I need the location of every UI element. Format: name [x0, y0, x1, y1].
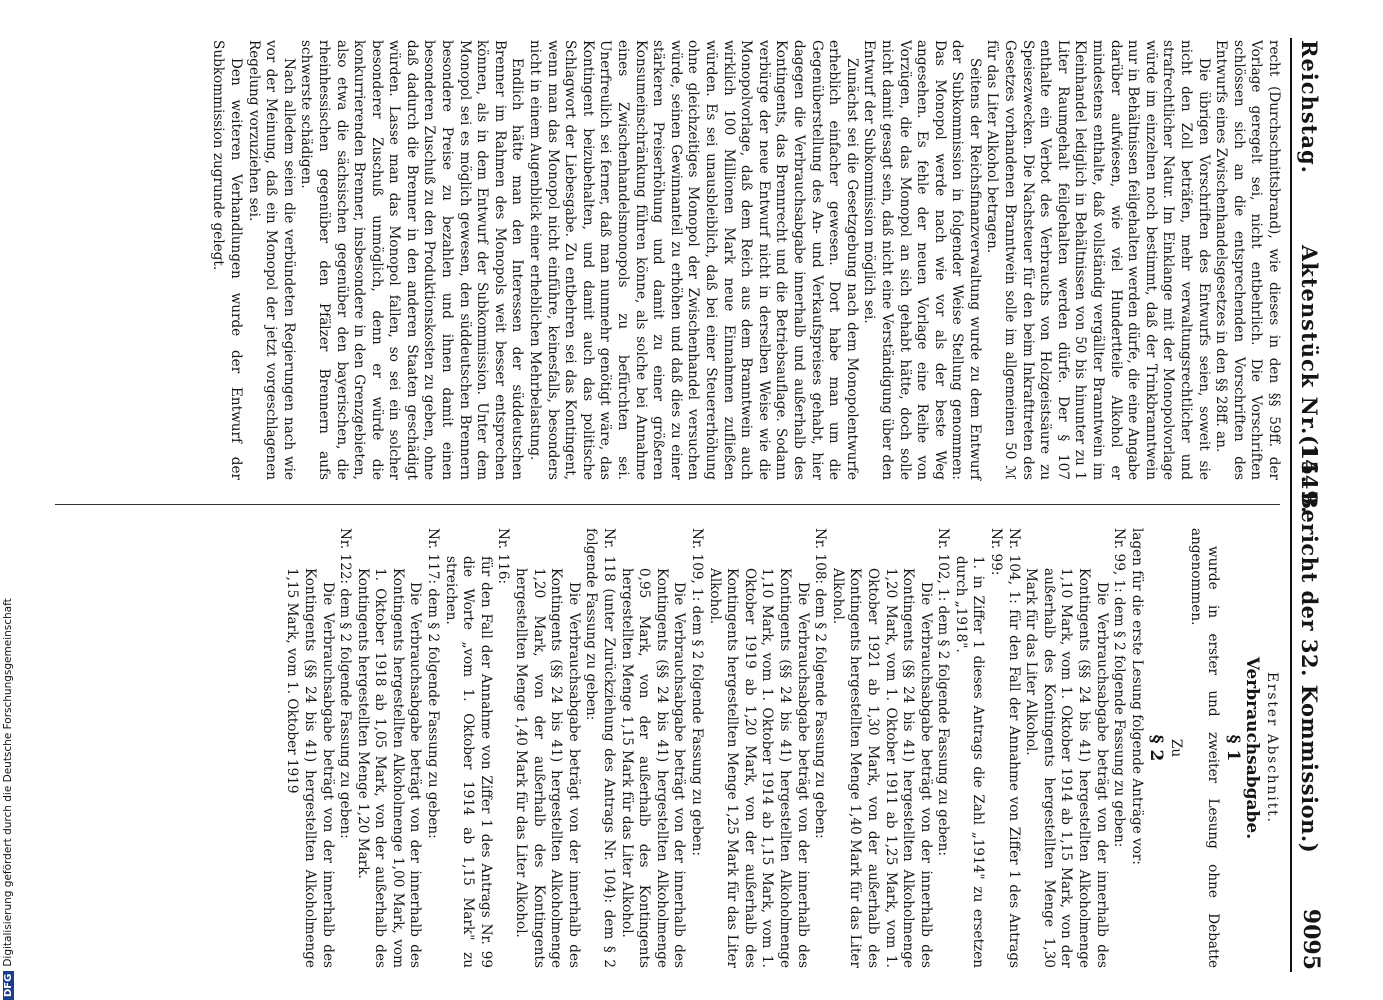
motion-label: Nr. 102, 1: dem § 2 folgende Fassung zu geben:	[935, 528, 952, 857]
paragraph-mark-2: § 2	[1146, 734, 1167, 762]
header-rule	[1290, 38, 1292, 972]
section-title: Erster Abschnitt.	[1264, 672, 1280, 824]
motion-label: Nr. 99, 1: dem § 2 folgende Fassung zu geben:	[1111, 528, 1128, 848]
motion-label: Nr. 117: dem § 2 folgende Fassung zu geben:	[425, 528, 442, 839]
motion-label: Nr. 116:	[495, 528, 512, 585]
motion-text: Die Verbrauchsabgabe beträgt von der innerhalb des Kontingents (§§ 24 bis 41) hergestellten Alkoholmenge 1,20 Mark, vom 1. Oktober 1911 ab 1,25 Mark, vom 1. Oktober 1921 ab 1,30 Mark, von der außerhalb des Kontingents hergestellten Menge 1,40 Mark für das Liter Alkohol.	[829, 568, 934, 968]
paragraph: recht (Durchschnittsbrand), wie dieses in den §§ 59ff. der Vorlage geregelt sei, nicht entbehrlich. Die Vorschriften schlössen sich an die entsprechenden Vorschriften des Entwurfs eines Zwischenhandelsgesetzes in den §§ 28ff. an.	[1213, 40, 1282, 480]
page-number: 9095	[1298, 908, 1324, 970]
paragraph: Endlich hätte man den Interessen der süddeutschen Brenner im Rahmen des Monopols weit besser entsprechen können, als in dem Entwurf der Subkommission. Unter dem Monopol sei es möglich gewesen, den süddeutschen Brennern besondere Preise zu bezahlen und ihnen damit einen besonderen Zuschuß zu den Produktionskosten zu geben, ohne daß dadurch die Brenner in den anderen Staaten geschädigt würden. Lasse man das Monopol fallen, so sei ein solcher besonderer Zuschuß unmöglich, denn er würde die konkurrierenden Brenner, insbesondere in den Grenzgebieten, also etwa die sächsischen gegenüber den bayerischen, die rheinhessischen gegenüber den Pfälzer Brennern aufs schwerste schädigen.	[298, 40, 526, 480]
zu-label: Zu	[1168, 738, 1185, 758]
dfg-logo: DFG	[3, 971, 14, 1000]
digitization-credit	[2, 0, 22, 1000]
section-subtitle: Verbrauchsabgabe.	[1242, 656, 1263, 840]
motion-label: Nr. 122: dem § 2 folgende Fassung zu geben:	[337, 528, 354, 839]
paragraph: wurde in erster und zweiter Lesung ohne Debatte angenommen.	[1187, 528, 1222, 968]
motion-text: Die Verbrauchsabgabe beträgt von der innerhalb des Kontingents (§§ 24 bis 41) hergestellten Alkoholmenge 1,10 Mark, vom 1. Oktober 1914 ab 1,15 Mark, von der außerhalb des Kontingents hergestellten Menge 1,30 Mark für das Liter Alkohol.	[1023, 568, 1110, 968]
paragraph-mark-1: § 1	[1222, 734, 1243, 762]
header-reichstag: Reichstag.	[1297, 40, 1322, 174]
motion-text: Die Verbrauchsabgabe beträgt von der innerhalb des Kontingents hergestellten Alkoholmenge 1,00 Mark, vom 1. Oktober 1918 ab 1,05 Mark, von der außerhalb des Kontingents hergestellten Menge 1,20 Mark.	[354, 568, 424, 968]
motion-text: Die Verbrauchsabgabe beträgt von der innerhalb des Kontingents (§§ 24 bis 41) hergestellten Alkoholmenge 0,95 Mark, von der außerhalb des Kontingents hergestellten Menge 1,15 Mark für das Liter Alkohol.	[618, 568, 688, 968]
motion-text: Die Verbrauchsabgabe beträgt von der innerhalb des Kontingents (§§ 24 bis 41) hergestellten Alkoholmenge 1,15 Mark, vom 1. Oktober 1919	[284, 568, 336, 968]
motion-text: für den Fall der Annahme von Ziffer 1 des Antrags Nr. 99 die Worte „vom 1. Oktober 1914 ab 1,15 Mark" zu streichen.	[442, 556, 494, 968]
paragraph: Die übrigen Vorschriften des Entwurfs seien, soweit sie nicht den Zoll beträfen, mehr verwaltungsrechtlicher und strafrechtlicher Natur. Im Einklange mit der Monopolvorlage würde im einzelnen noch bestimmt, daß der Trinkbranntwein nur in Behältnissen feilgehalten werden dürfe, die eine Angabe darüber aufwiesen, wie viel Hundertteile Alkohol er mindestens enthalte, daß vollständig vergällter Branntwein im Kleinhandel lediglich in Behältnissen von 50 bis hinunter zu 1 Liter Raumgehalt feilgehalten werden dürfe. Der § 107 enthalte ein Verbot des Verbrauchs von Holzgeistsäure zu Speisezwecken. Die Nachsteuer für den beim Inkrafttreten des Gesetzes vorhandenen Branntwein solle im allgemeinen 50 ℳ für das Liter Alkohol betragen.	[984, 40, 1212, 480]
motion-label: Nr. 108: dem § 2 folgende Fassung zu geben:	[812, 528, 829, 839]
paragraph: Nach alledem seien die verbündeten Regierungen nach wie vor der Meinung, daß ein Monopol der jetzt vorgeschlagenen Regelung vorzuziehen sei.	[245, 40, 297, 480]
header-document-number: Aktenstück Nr. 1449.	[1297, 245, 1322, 515]
right-column	[283, 528, 1282, 968]
column-divider	[55, 504, 1280, 505]
running-header	[1292, 40, 1328, 970]
paragraph: Den weiteren Verhandlungen wurde der Entwurf der Subkommission zugrunde gelegt.	[210, 40, 244, 480]
document-page	[40, 0, 1340, 1000]
motion-text: 1. in Ziffer 1 dieses Antrags die Zahl „1914" zu ersetzen durch „1918".	[952, 556, 987, 968]
motion-text: Die Verbrauchsabgabe beträgt von der innerhalb des Kontingents (§§ 24 bis 41) hergestellten Alkoholmenge 1,10 Mark, vom 1. Oktober 1914 ab 1,15 Mark, vom 1. Oktober 1919 ab 1,20 Mark, von der außerhalb des Kontingents hergestellten Menge 1,25 Mark für das Liter Alkohol.	[706, 568, 811, 968]
header-report-title: (15. Bericht der 32. Kommission.)	[1297, 435, 1322, 854]
intro-text: lagen für die erste Lesung folgende Anträge vor:	[1128, 528, 1145, 866]
paragraph: Seitens der Reichsfinanzverwaltung wurde zu dem Entwurf der Subkommission in folgender Weise Stellung genommen: Das Monopol werde nach wie vor als der beste Weg angesehen. Es fehle der neuen Vorlage eine Reihe von Vorzügen, die das Monopol an sich gehabt hätte, doch solle nicht damit gesagt sein, daß nicht eine Verständigung über den Entwurf der Subkommission möglich sei.	[861, 40, 983, 480]
motion-text: Die Verbrauchsabgabe beträgt von der innerhalb des Kontingents (§§ 24 bis 41) hergestellten Alkoholmenge 1,20 Mark, von der außerhalb des Kontingents hergestellten Menge 1,40 Mark für das Liter Alkohol.	[513, 568, 582, 968]
motion-label: Nr. 118 (unter Zurückziehung des Antrags Nr. 104): dem § 2 folgende Fassung zu geben:	[583, 528, 618, 968]
motion-label: Nr. 109, 1: dem § 2 folgende Fassung zu geben:	[689, 528, 705, 857]
paragraph: Zunächst sei die Gesetzgebung nach dem Monopolentwurfe erheblich einfacher gewesen. Dort habe man um die Gegenüberstellung des An- und Verkaufspreises gehabt, hier dagegen die Verbrauchsabgabe innerhalb und außerhalb des Kontingents, das Brennrecht und die Betriebsauflage. Sodann verbürge der neue Entwurf nicht in derselben Weise wie die Monopolvorlage, daß dem Reich aus dem Branntwein auch wirklich 100 Millionen Mark neue Einnahmen zufließen würden. Es sei unausbleiblich, daß bei einer Steuererhöhung ohne gleichzeitiges Monopol der Zwischenhandel versuchen würde, seinen Gewinnanteil zu erhöhen und daß dies zu einer stärkeren Preiserhöhung und damit zu einer größeren Konsumeinschränkung führen könne, als solche bei Annahme eines Zwischenhandelsmonopols zu befürchten sei. Unerfreulich sei ferner, daß man nunmehr genötigt wäre, das Kontingent beizubehalten, und damit auch das politische Schlagwort der Liebesgabe. Zu entbehren sei das Kontingent, wenn man das Monopol nicht einführe, keinesfalls, besonders nicht in einem Augenblick einer erheblichen Mehrbelastung.	[527, 40, 860, 480]
motion-label: Nr. 104, 1: für den Fall der Annahme von Ziffer 1 des Antrags Nr. 99:	[988, 528, 1022, 968]
credit-text: Digitalisierung gefördert durch die Deutsche Forschungsgemeinschaft	[2, 598, 14, 967]
left-column	[209, 40, 1282, 480]
